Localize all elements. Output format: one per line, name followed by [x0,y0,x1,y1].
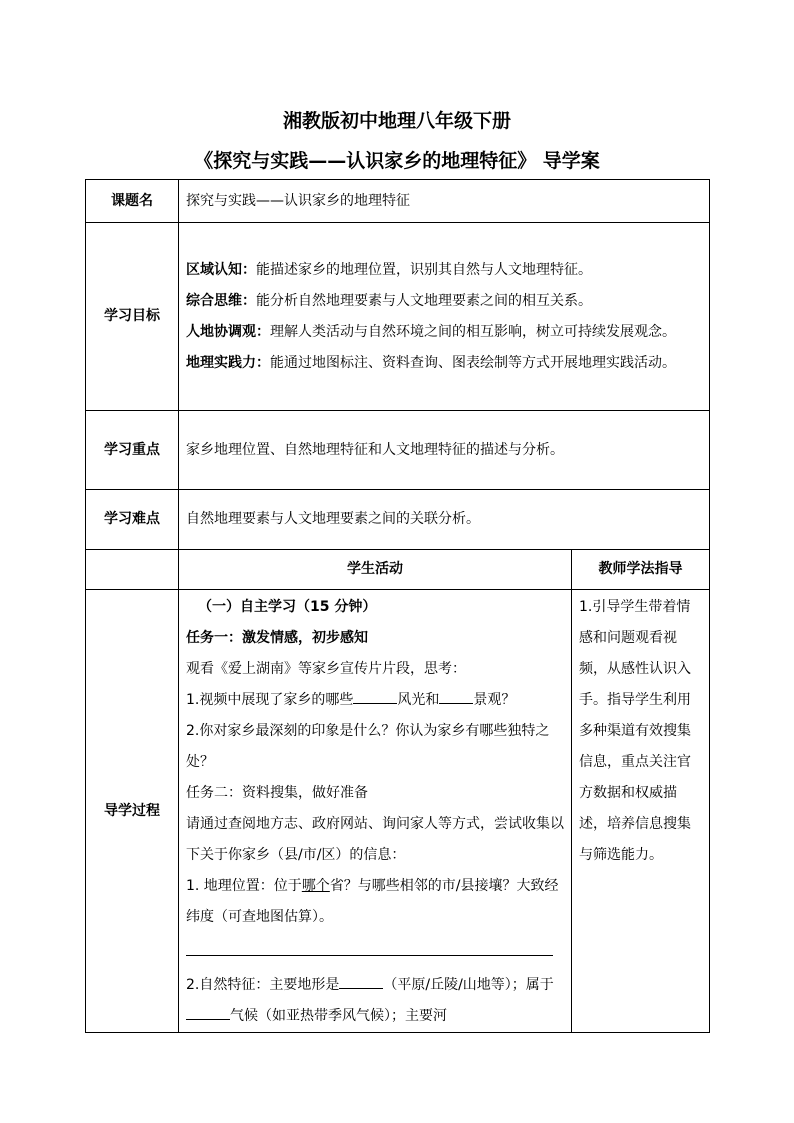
answer-line[interactable] [186,933,553,956]
objectives-row [86,223,710,411]
header-row [86,550,710,590]
task1-title: 任务一：激发情感，初步感知 [186,630,368,646]
topic-row [86,180,710,223]
header-teacher: 教师学法指导 [572,550,710,590]
objectives-content [179,223,710,411]
item-2: 2.自然特征：主要地形是 （平原/丘陵/山地等）；属于气候（如亚热带季风气候）；主要河 [186,970,565,1032]
objectives-label: 学习目标 [86,223,179,411]
key-points-row [86,411,710,490]
answer-blank[interactable] [186,1005,230,1020]
title-line-2: 《探究与实践——认识家乡的地理特征》 导学案 [194,150,600,172]
question-2: 2.你对家乡最深刻的印象是什么？你认为家乡有哪些独特之处？ [186,723,550,770]
task2-title: 任务二：资料搜集，做好准备 [186,785,368,801]
question-1: 1.视频中展现了家乡的哪些 风光和 景观？ [186,685,565,716]
answer-blank[interactable] [353,689,397,704]
objective-item: 人地协调观：理解人类活动与自然环境之间的相互影响，树立可持续发展观念。 [186,323,676,340]
topic-value: 探究与实践——认识家乡的地理特征 [179,180,710,223]
task1-intro: 观看《爱上湖南》等家乡宣传片片段，思考： [186,661,466,677]
task2-text: 请通过查阅地方志、政府网站、询问家人等方式，尝试收集以下关于你家乡（县/市/区）的信息： [186,816,564,863]
difficulty-row [86,490,710,550]
student-activity [179,590,572,1033]
section-title: （一）自主学习（15 分钟） [198,599,377,615]
objective-item: 区域认知：能描述家乡的地理位置，识别其自然与人文地理特征。 [186,261,592,278]
guide-table [85,179,710,1033]
header-empty-cell [86,550,179,590]
topic-label: 课题名 [86,180,179,223]
header-student: 学生活动 [179,550,572,590]
difficulty-value: 自然地理要素与人文地理要素之间的关联分析。 [179,490,710,550]
process-row [86,590,710,1033]
process-label: 导学过程 [86,590,179,1033]
objective-item: 综合思维：能分析自然地理要素与人文地理要素之间的相互关系。 [186,292,592,309]
answer-blank[interactable] [339,974,383,989]
objective-item: 地理实践力：能通过地图标注、资料查询、图表绘制等方式开展地理实践活动。 [186,354,676,371]
key-points-value: 家乡地理位置、自然地理特征和人文地理特征的描述与分析。 [179,411,710,490]
teacher-guidance: 1.引导学生带着情感和问题观看视频，从感性认识入手。指导学生利用多种渠道有效搜集信息，重点关注官方数据和权威描述，培养信息搜集与筛选能力。 [572,590,710,1033]
title-line-1: 湘教版初中地理八年级下册 [282,110,511,132]
answer-blank[interactable] [439,689,473,704]
key-points-label: 学习重点 [86,411,179,490]
item-1: 1. 地理位置：位于哪个省？与哪些相邻的市/县接壤？大致经纬度（可查地图估算）。 [186,878,559,925]
difficulty-label: 学习难点 [86,490,179,550]
